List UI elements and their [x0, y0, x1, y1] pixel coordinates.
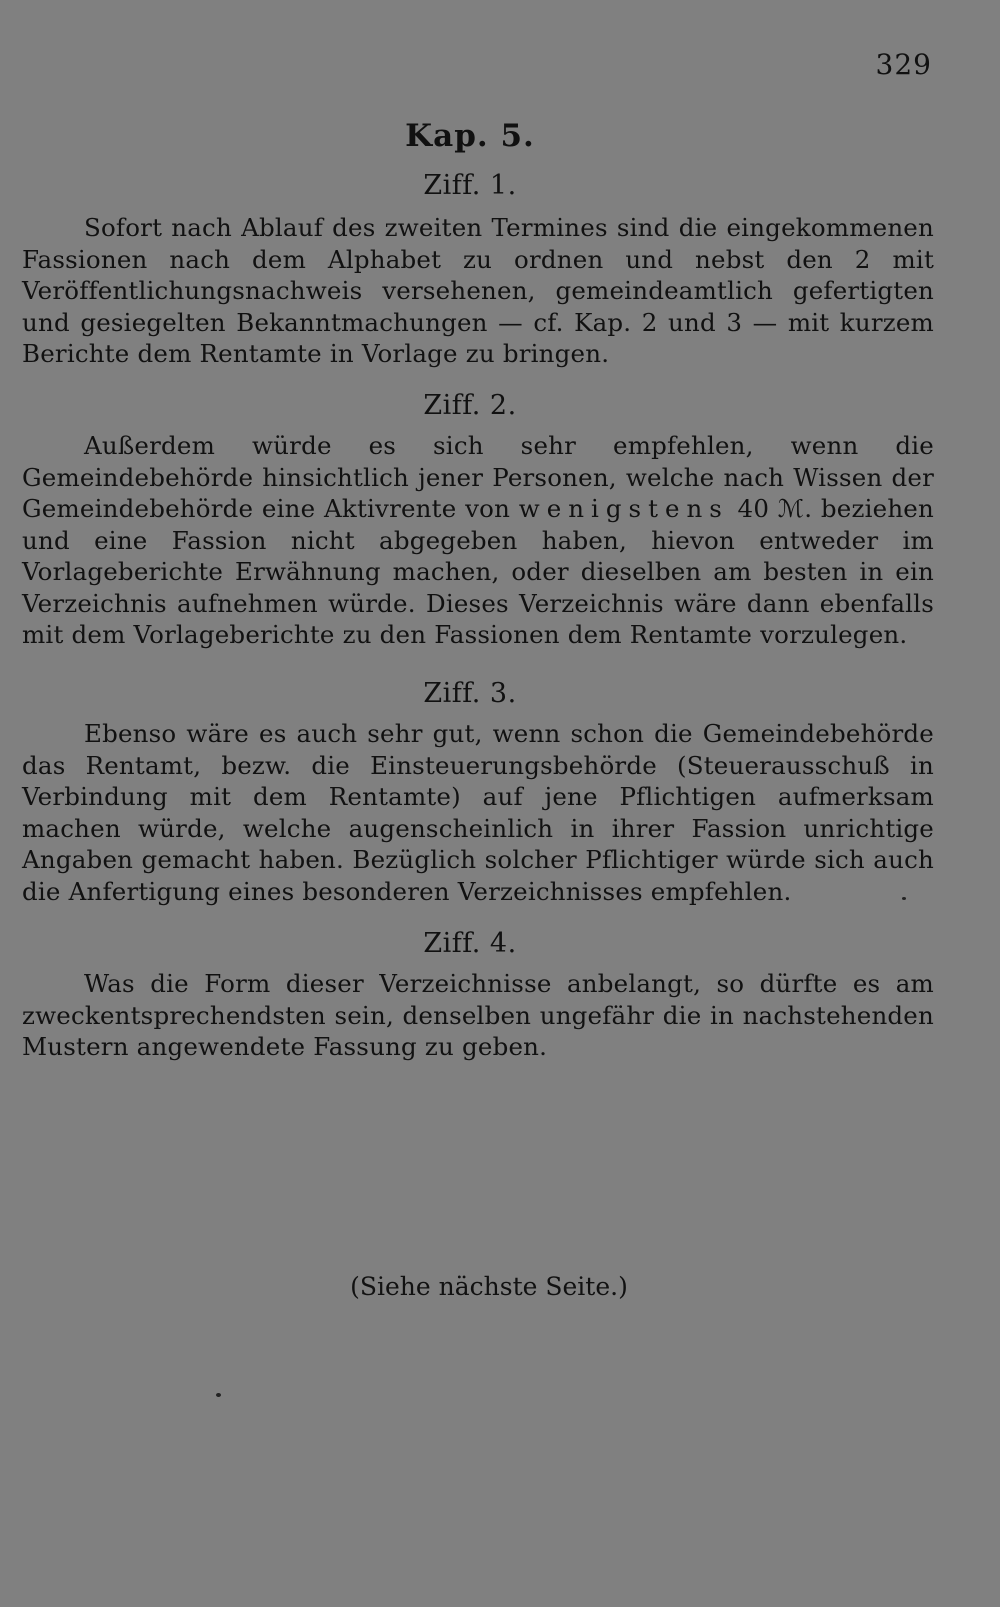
- paragraph-ziff-2-text-before: Außerdem würde es sich sehr empfehlen, wenn die Gemeindebehörde hinsichtlich jener Personen, welche nach Wissen der Gemeindebehörde eine Aktivrente von: [22, 431, 934, 523]
- paragraph-ziff-4: Was die Form dieser Verzeichnisse anbelangt, so dürfte es am zweckentsprechendsten sein, denselben ungefähr die in nachstehenden Mustern angewendete Fassung zu geben.: [22, 969, 934, 1061]
- paragraph-ziff-2-text-after: 40 ℳ. beziehen und eine Fassion nicht abgegeben haben, hievon entweder im Vorlageberichte Erwähnung machen, oder dieselben am besten in ein Verzeichnis aufnehmen würde. Dieses Verzeichnis wäre dann ebenfalls mit dem Vorlageberichte zu den Fassionen dem Rentamte vorzulegen.: [22, 494, 934, 649]
- scan-speck: [216, 1393, 221, 1397]
- section-heading-ziff-4: Ziff. 4.: [423, 928, 517, 959]
- paragraph-ziff-1: Sofort nach Ablauf des zweiten Termines sind die eingekommenen Fassionen nach dem Alphabet zu ordnen und nebst den 2 mit Veröffentlichungsnachweis versehenen, gemeindeamtlich gefertigten und gesiegelten Bekanntmachungen — cf. Kap. 2 und 3 — mit kurzem Berichte dem Rentamte in Vorlage zu bringen.: [22, 213, 934, 368]
- paragraph-ziff-3: Ebenso wäre es auch sehr gut, wenn schon die Gemeindebehörde das Rentamt, bezw. die Einsteuerungsbehörde (Steuerausschuß in Verbindung mit dem Rentamte) auf jene Pflichtigen aufmerksam machen würde, welche augenscheinlich in ihrer Fassion unrichtige Angaben gemacht haben. Bezüglich solcher Pflichtiger würde sich auch die Anfertigung eines besonderen Verzeichnisses empfehlen.: [22, 719, 934, 906]
- page-number: 329: [875, 48, 932, 81]
- footer-note: (Siehe nächste Seite.): [350, 1272, 628, 1301]
- scan-speck: [902, 897, 906, 900]
- section-heading-ziff-1: Ziff. 1.: [423, 170, 517, 201]
- section-heading-ziff-2: Ziff. 2.: [423, 390, 517, 421]
- emphasized-word: wenigstens: [518, 494, 729, 523]
- chapter-title: Kap. 5.: [405, 118, 535, 154]
- paragraph-ziff-2: [22, 430, 934, 651]
- section-heading-ziff-3: Ziff. 3.: [423, 678, 517, 709]
